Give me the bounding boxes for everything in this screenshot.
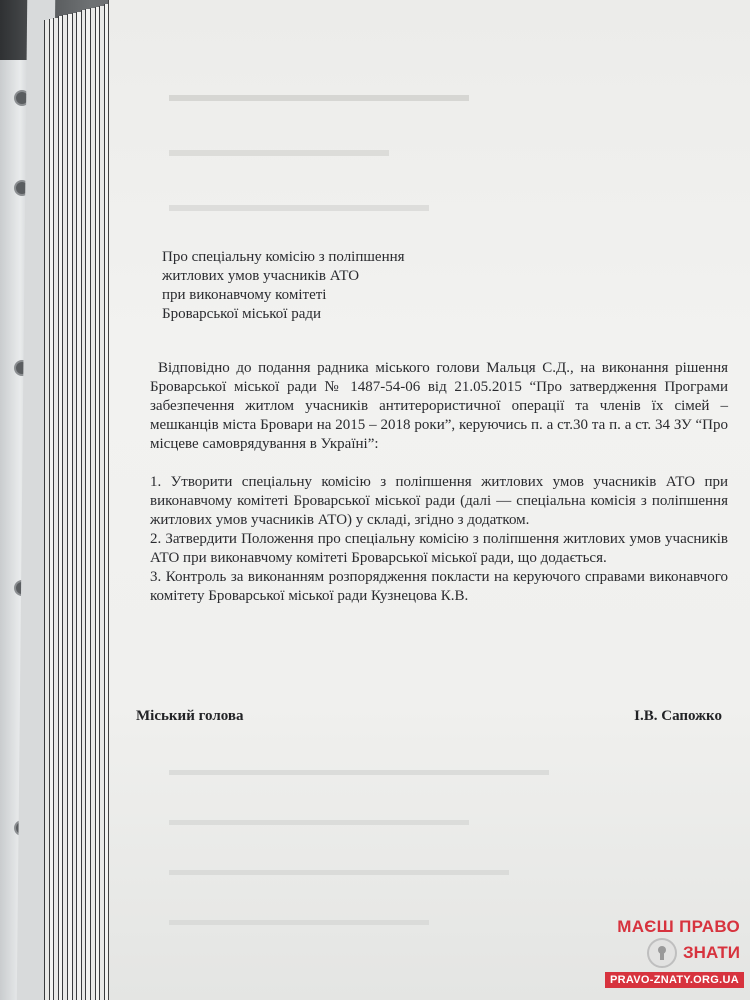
watermark-line2-row xyxy=(647,938,740,968)
watermark-logo xyxy=(594,916,744,998)
watermark-url: PRAVO-ZNATY.ORG.UA xyxy=(605,972,744,988)
bleed-through xyxy=(169,920,429,925)
title-line: Броварської міської ради xyxy=(162,306,322,322)
resolution-points xyxy=(150,473,728,606)
bleed-through xyxy=(169,150,389,156)
signatory-position: Міський голова xyxy=(136,708,244,724)
title-line: при виконавчому комітеті xyxy=(162,287,327,303)
keyhole-icon xyxy=(647,938,677,968)
document-title xyxy=(162,248,452,324)
bleed-through xyxy=(169,870,509,875)
signatory-name: І.В. Сапожко xyxy=(634,708,722,724)
title-line: житлових умов учасників АТО xyxy=(162,268,360,284)
signature-row xyxy=(136,708,722,725)
bleed-through xyxy=(169,820,469,825)
resolution-point: 1. Утворити спеціальну комісію з поліпшення житлових умов учасників АТО при виконавчому комітеті Броварської міської ради (далі — спеціальна комісія з поліпшення житлових умов учасників АТО) у складі, згідно з додатком. xyxy=(150,474,728,528)
resolution-point: 2. Затвердити Положення про спеціальну комісію з поліпшення житлових умов учасників АТО при виконавчому комітеті Броварської міської ради, що додається. xyxy=(150,531,728,566)
bleed-through xyxy=(169,205,429,211)
title-line: Про спеціальну комісію з поліпшення xyxy=(162,249,405,265)
watermark-line2: ЗНАТИ xyxy=(683,943,740,962)
preamble-paragraph: Відповідно до подання радника міського голови Мальця С.Д., на виконання рішення Броварської міської ради № 1487-54-06 від 21.05.2015 “Про затвердження Програми забезпечення житлом учасників антитерористичної операції та членів їх сімей – мешканців міста Бровари на 2015 – 2018 роки”, керуючись п. а ст.30 та п. а ст. 34 ЗУ “Про місцеве самоврядування в Україні”: xyxy=(150,360,728,452)
bleed-through xyxy=(169,95,469,101)
resolution-point: 3. Контроль за виконанням розпорядження покласти на керуючого справами виконавчого комітету Броварської міської ради Кузнецова К.В. xyxy=(150,569,728,604)
bleed-through xyxy=(169,770,549,775)
document-body xyxy=(150,248,728,606)
watermark-line1: МАЄШ ПРАВО xyxy=(617,917,740,936)
